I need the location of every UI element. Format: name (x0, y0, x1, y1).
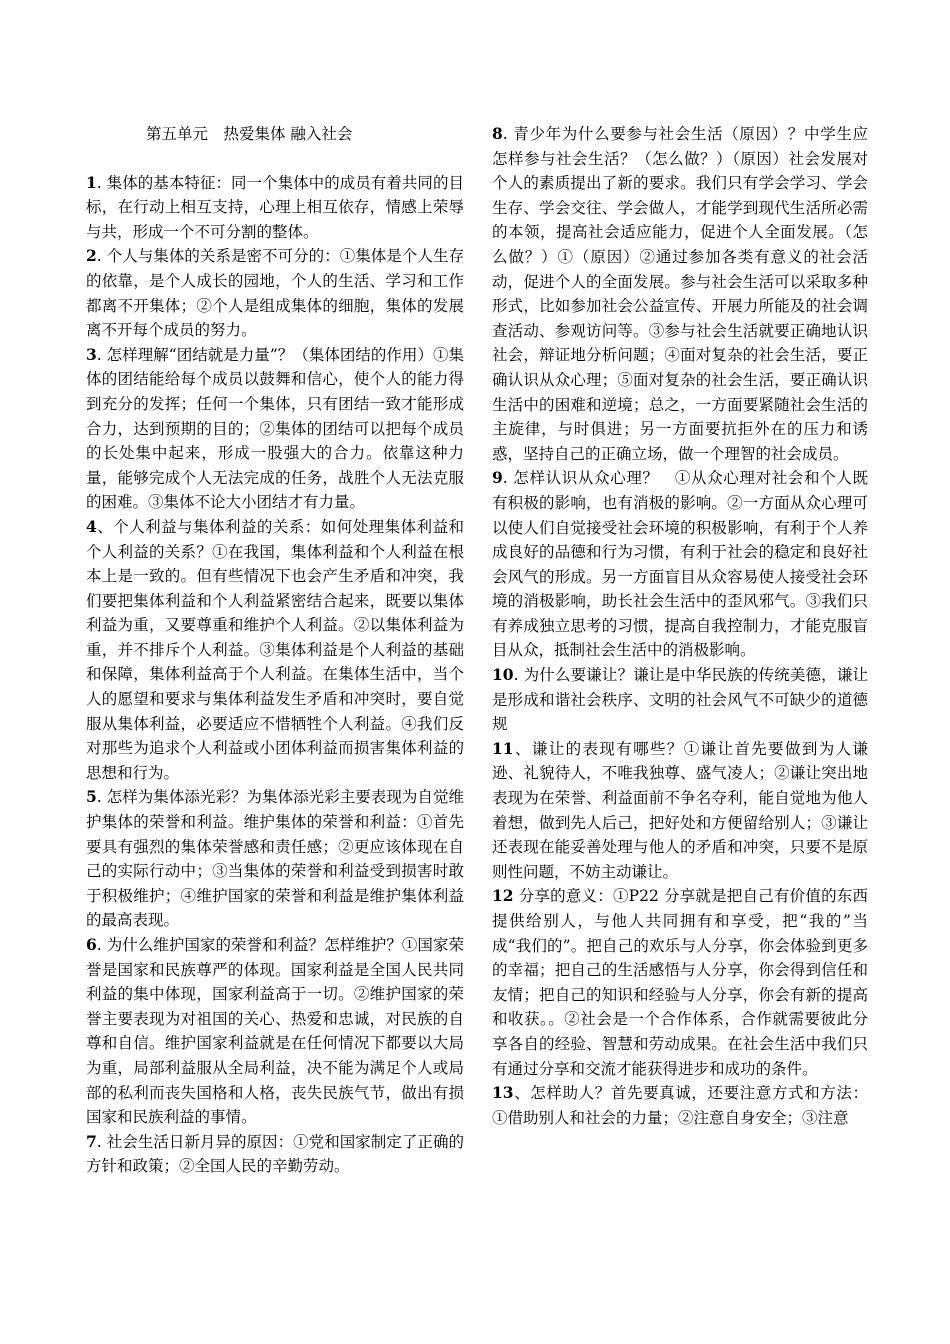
list-item (492, 466, 868, 663)
item-number: 7 (86, 1131, 97, 1151)
right-column (492, 122, 868, 1130)
item-text: 、个人利益与集体利益的关系：如何处理集体利益和个人利益的关系？①在我国，集体利益和个人利益在根本上是一致的。但有些情况下也会产生矛盾和冲突，我们要把集体利益和个人利益紧密结合起来，既要以集体利益为重，又要尊重和维护个人利益。②以集体利益为重，并不排斥个人利益。③集体利益是个人利益的基础和保障，集体利益高于个人利益。在集体生活中，当个人的愿望和要求与集体利益发生矛盾和冲突时，要自觉服从集体利益，必要适应不惜牺牲个人利益。④我们反对那些为追求个人利益或小团体利益而损害集体利益的思想和行为。 (86, 517, 464, 782)
item-number: 2 (86, 246, 97, 266)
item-number: 10 (492, 665, 514, 685)
list-item (86, 171, 464, 245)
item-number: 3 (86, 344, 97, 364)
list-item (86, 933, 464, 1130)
item-text: . 为什么要谦让？谦让是中华民族的传统美德，谦让是形成和谐社会秩序、文明的社会风气不可缺少的道德规 (492, 666, 868, 734)
item-number: 1 (86, 172, 97, 192)
left-column (86, 122, 464, 1179)
item-text: . 集体的基本特征：同一个集体中的成员有着共同的目标，在行动上相互支持，心理上相互依存，情感上荣辱与共，形成一个不可分割的整体。 (86, 173, 464, 241)
list-item (86, 785, 464, 933)
item-text: 、谦让的表现有哪些？①谦让首先要做到为人谦逊、礼貌待人，不唯我独尊、盛气凌人；②谦让突出地表现为在荣誉、利益面前不争名夺利，能自觉地为他人着想，做到先人后己，把好处和方便留给别人；③谦让还表现在能妥善处理与他人的矛盾和冲突，只要不是原则性问题，不妨主动谦让。 (492, 739, 868, 881)
list-item (86, 1130, 464, 1179)
list-item (86, 515, 464, 786)
item-text: . 社会生活日新月异的原因：①党和国家制定了正确的方针和政策；②全国人民的辛勤劳动。 (86, 1132, 464, 1176)
item-text: . 怎样理解“团结就是力量”？（集体团结的作用）①集体的团结能给每个成员以鼓舞和信心，使个人的能力得到充分的发挥；任何一个集体，只有团结一致才能形成合力，达到预期的目的；②集体的团结可以把每个成员的长处集中起来，形成一股强大的合力。依靠这种力量，能够完成个人无法完成的任务，战胜个人无法克服的困难。③集体不论大小团结才有力量。 (86, 345, 464, 512)
item-number: 6 (86, 935, 97, 954)
list-item (86, 244, 464, 342)
item-number: 9 (492, 468, 503, 488)
item-text: . 怎样认识从众心理？ ①从众心理对社会和个人既有积极的影响，也有消极的影响。②一方面从众心理可以使人们自觉接受社会环境的积极影响，有利于个人养成良好的品德和行为习惯，有利于社会的稳定和良好社会风气的形成。另一方面盲目从众容易使人接受社会环境的消极影响，助长社会生活中的歪风邪气。③我们只有养成独立思考的习惯，提高自我控制力，才能克服盲目从众，抵制社会生活中的消极影响。 (492, 469, 868, 660)
list-item (492, 663, 868, 737)
unit-title: 第五单元 热爱集体 融入社会 (146, 125, 353, 143)
item-number: 4 (86, 516, 97, 536)
item-text: . 为什么维护国家的荣誉和利益？怎样维护？①国家荣誉是国家和民族尊严的体现。国家利益是全国人民共同利益的集中体现，国家利益高于一切。②维护国家的荣誉主要表现为对祖国的关心、热爱和忠诚，对民族的自尊和自信。维护国家利益就是在任何情况下都要以大局为重，局部利益服从全局利益，决不能为满足个人或局部的私利而丧失国格和人格，丧失民族气节，做出有损国家和民族利益的事情。 (86, 936, 464, 1127)
item-number: 11 (492, 738, 514, 758)
item-text: 分享的意义：①P22 分享就是把自己有价值的东西提供给别人，与他人共同拥有和享受，把“我的”当成“我们的”。把自己的欢乐与人分享，你会体验到更多的幸福；把自己的生活感悟与人分享，你会得到信任和友情；把自己的知识和经验与人分享，你会有新的提高和收获。。②社会是一个合作体系，合作就需要彼此分享各自的经验、智慧和劳动成果。在社会生活中我们只有通过分享和交流才能获得进步和成功的条件。 (492, 887, 868, 1078)
item-number: 5 (86, 787, 97, 807)
list-item (86, 343, 464, 515)
item-number: 13 (492, 1083, 514, 1103)
item-text: 、怎样助人？首先要真诚，还要注意方式和方法：①借助别人和社会的力量；②注意自身安全；③注意 (492, 1084, 868, 1127)
item-number: 8 (492, 124, 503, 143)
item-text: . 怎样为集体添光彩？为集体添光彩主要表现为自觉维护集体的荣誉和利益。维护集体的荣誉和利益：①首先要具有强烈的集体荣誉感和责任感；②更应该体现在自己的实际行动中；③当集体的荣誉和利益受到损害时敢于积极维护；④维护国家的荣誉和利益是维护集体利益的最高表现。 (86, 788, 464, 930)
item-number: 12 (492, 886, 514, 906)
item-text: . 个人与集体的关系是密不可分的：①集体是个人生存的依靠，是个人成长的园地，个人的生活、学习和工作都离不开集体；②个人是组成集体的细胞，集体的发展离不开每个成员的努力。 (86, 247, 464, 340)
list-item (492, 1081, 868, 1130)
list-item (492, 884, 868, 1081)
item-text: . 青少年为什么要参与社会生活（原因）？中学生应怎样参与社会生活？（怎么做？）（原因）社会发展对个人的素质提出了新的要求。我们只有学会学习、学会生存、学会交往、学会做人，才能学到现代生活所必需的本领，提高社会适应能力，促进个人全面发展。（怎么做？）①（原因）②通过参加各类有意义的社会活动，促进个人的全面发展。参与社会生活可以采取多种形式，比如参加社会公益宣传、开展力所能及的社会调查活动、参观访问等。③参与社会生活就要正确地认识社会，辩证地分析问题；④面对复杂的社会生活，要正确认识从众心理；⑤面对复杂的社会生活，要正确认识生活中的困难和逆境；总之，一方面要紧随社会生活的主旋律，与时俱进；另一方面要抗拒外在的压力和诱惑，坚持自己的正确立场，做一个理智的社会成员。 (492, 125, 868, 463)
list-item (492, 122, 868, 466)
list-item (492, 737, 868, 885)
